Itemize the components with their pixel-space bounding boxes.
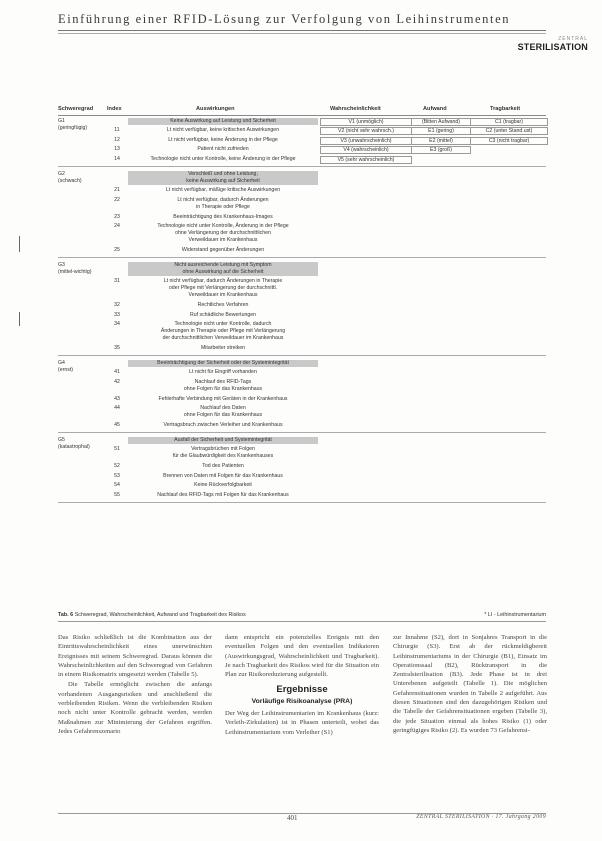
impact-index: 21 <box>114 187 120 194</box>
impact-description-line: Verweildauer im Krankenhaus <box>188 237 258 244</box>
severity-code: G5 <box>58 437 65 444</box>
impact-description <box>128 473 318 480</box>
group-separator <box>58 502 546 503</box>
margin-mark <box>19 312 20 326</box>
body-paragraph: Das Risiko schließlich ist die Kombination aus der Eintrittswahrscheinlichkeit eines unerwünschten Ereignisses mit seinem Schweregrad. Daraus können die Wahrscheinlichkeiten auf den Schweregrad von Gefahren in einem Risikomatrix umgesetzt werden (Tabelle 5). <box>58 634 212 679</box>
group-heading-line: keine Auswirkung auf Sicherheit <box>186 178 260 185</box>
effort-cell: (Bitten Aufwand) <box>411 118 471 126</box>
table-header-cell: Index <box>107 106 122 112</box>
group-separator <box>58 432 546 433</box>
table-caption <box>58 612 546 618</box>
impact-description-line: Verweildauer im Krankenhaus <box>188 292 258 299</box>
impact-description-line: Fehlerhafte Verbindung mit Geräten in der Krankenhaus <box>158 395 288 402</box>
impact-description <box>128 396 318 403</box>
impact-description-line: Rechtliches Verfahren <box>197 302 249 308</box>
running-header-title: Einführung einer RFID-Lösung zur Verfolgung von Leihinstrumenten <box>58 12 511 26</box>
effort-cell: E3 (groß) <box>411 146 471 154</box>
impact-description-line: der durchschnittlichen Verweildauer im Krankenhaus <box>162 335 284 342</box>
group-heading <box>128 437 318 444</box>
severity-code: G1 <box>58 118 65 124</box>
impact-index: 13 <box>114 146 120 153</box>
page-number: 401 <box>287 814 298 822</box>
impact-description <box>128 369 318 376</box>
impact-description-line: Änderungen in Therapie oder Pflege mit Verlängerung <box>160 328 286 335</box>
group-heading-line: Keine Auswirkung auf Leistung und Sicherheit <box>170 118 276 124</box>
table-caption-label: Tab. 6 <box>58 612 74 618</box>
impact-index: 12 <box>114 136 120 143</box>
impact-index: 55 <box>114 491 120 498</box>
impact-description-line: Tod des Patienten <box>202 463 244 469</box>
impact-description <box>128 321 318 342</box>
probability-cell: V2 (nicht sehr wahrsch.) <box>320 127 412 135</box>
impact-description-line: Keine Rückverfolgbarkeit <box>194 482 252 489</box>
impact-index: 25 <box>114 246 120 253</box>
impact-description-line: ohne Folgen für das Krankenhaus <box>183 386 263 392</box>
tolerability-cell: C1 (tragbar) <box>470 118 548 126</box>
journal-logo-main: STERILISATION <box>517 42 588 52</box>
table-header-cell: Wahrscheinlichkeit <box>330 106 381 112</box>
impact-description-line: für die Glaubwürdigkeit des Krankenhauses <box>172 453 274 460</box>
impact-description-line: Vertragsbruch zwischen Verleiher und Krankenhaus <box>163 421 283 428</box>
impact-index: 44 <box>114 405 120 412</box>
impact-description-line: Lt nicht verfügbar, keine Änderung in der Pflege <box>168 136 278 143</box>
impact-description <box>128 345 318 352</box>
impact-description-line: Technologie nicht unter Kontrolle, keine Änderung in der Pflege <box>150 155 296 162</box>
impact-description-line: Brennen von Daten mit Folgen für das Krankenhaus <box>163 472 283 479</box>
table-header-cell: Tragbarkeit <box>490 106 521 112</box>
impact-description-line: Lt nicht verfügbar, keine kritischen Auswirkungen <box>166 127 280 133</box>
tolerability-cell: C3 (nicht tragbar) <box>470 137 548 145</box>
caption-rule <box>58 621 546 622</box>
severity-name: (ernst) <box>58 367 73 374</box>
impact-description <box>128 187 318 194</box>
body-paragraph: Die Tabelle ermöglicht zwischen die anfangs vorhandenen Ausgangsrisiken und anschließend die verbleibenden Risiken. Wenn die verbleibenden Risiken noch nicht unter Kontrolle gebracht werden, werden Maßnahmen zur Minimierung der Gefahren ergriffen. Jedes Gefahrenszenario <box>58 681 212 735</box>
impact-description-line: Lt nicht verfügbar, mäßige kritische Auswirkungen <box>165 187 281 194</box>
impact-index: 31 <box>114 278 120 285</box>
impact-description-line: ohne Folgen für das Krankenhaus <box>183 412 263 419</box>
probability-cell: V1 (unmöglich) <box>320 118 412 126</box>
impact-description <box>128 379 318 393</box>
journal-logo <box>508 36 588 52</box>
impact-description-line: Lt nicht für Eingriff vorhanden <box>189 369 257 376</box>
group-heading-line: Ausfall der Sicherheit und Systemintegrität <box>174 437 272 444</box>
group-heading <box>128 118 318 125</box>
impact-index: 41 <box>114 369 120 376</box>
impact-description <box>128 302 318 309</box>
severity-name: (geringfügig) <box>58 125 88 131</box>
probability-cell: V5 (sehr wahrscheinlich) <box>320 156 412 164</box>
impact-index: 34 <box>114 321 120 328</box>
margin-mark <box>19 236 20 252</box>
impact-index: 42 <box>114 379 120 385</box>
impact-description <box>128 214 318 221</box>
journal-logo-top: ZENTRAL <box>558 36 588 42</box>
impact-index: 33 <box>114 311 120 318</box>
impact-index: 22 <box>114 197 120 203</box>
impact-description <box>128 146 318 153</box>
impact-description-line: Nachlauf des RFID-Tags <box>194 379 252 385</box>
severity-name: (mittel-wichtig) <box>58 269 92 276</box>
impact-description-line: Technologie nicht unter Kontrolle, dadurch <box>174 321 272 328</box>
impact-description-line: Patient nicht zufrieden <box>197 146 249 153</box>
body-paragraph: dann entspricht ein potenzielles Ereignis mit den eventuellen Folgen und den eventuellen Indikatoren (Auswirkungsgrad, Wahrscheinlichkeit und Tragbarkeit). Je nach Tragbarkeit des Risikos wird für die Situation ein Plan zur Risikoreduzierung aufgestellt. <box>225 634 379 679</box>
impact-index: 14 <box>114 155 120 162</box>
impact-index: 43 <box>114 395 120 402</box>
body-column-3 <box>393 633 547 735</box>
tolerability-cell: C2 (unter Stand.ust) <box>470 127 548 135</box>
group-separator <box>58 257 546 258</box>
impact-description-line: oder Pflege mit Verlängerung der durchschnittl. <box>168 285 278 292</box>
impact-description-line: Nachlauf des RFID-Tags mit Folgen für das Krankenhaus <box>157 491 289 498</box>
probability-cell: V4 (wahrscheinlich) <box>320 146 412 154</box>
table-header-rule <box>58 115 546 116</box>
impact-index: 23 <box>114 213 120 220</box>
journal-footer: ZENTRAL STERILISATION · 17. Jahrgang 2009 <box>416 814 546 820</box>
impact-description <box>128 137 318 144</box>
impact-index: 45 <box>114 421 120 428</box>
group-separator <box>58 355 546 356</box>
impact-description-line: in Therapie oder Pflege <box>196 204 250 210</box>
impact-description-line: Lt nicht verfügbar, dadurch Änderungen <box>177 197 269 203</box>
impact-description-line: Widerstand gegenüber Änderungen <box>181 246 265 253</box>
severity-code: G2 <box>58 171 65 178</box>
impact-description-line: Nachlauf des Daten <box>200 405 246 412</box>
body-column-2 <box>225 633 379 737</box>
impact-description <box>128 247 318 254</box>
severity-code: G3 <box>58 262 65 269</box>
table-caption-footnote: * LI - Leihinstrumentarium <box>484 612 546 618</box>
section-heading: Ergebnisse <box>276 684 328 696</box>
impact-description <box>128 446 318 460</box>
impact-description <box>128 223 318 244</box>
body-paragraph: zur Innahme (S2), dort in Sonjahres Transport in die Chirurgie (S3). Erst ab der rückmeldigbereit Leihinstrumentariums in der Chirurgie (B1), Einsatz im Operationssaal (B2), Rücktransport in die Zentralsterilisation (B3). Jede Phase ist in drei Unterebenen aufgeteilt (Tabelle 1). Die möglichen Gefahrensituationen wurden in Tabelle 2 aufgeführt. Aus diesen Situationen sind den dazugehörigen Risiken und die Tabelle der Gefahrensituationen ergeben (Tabelle 3), die jede Situation einmal als hohes Risiko (1) oder geringfügiges Risiko (2). Es wurden 73 Gefahrensi- <box>393 634 547 734</box>
impact-description <box>128 127 318 134</box>
header-rule <box>58 30 546 31</box>
group-heading-line: Nicht ausreichende Leistung mit Symptom <box>174 262 272 269</box>
impact-description-line: Technologie nicht unter Kontrolle, Änderung in der Pflege <box>157 223 289 230</box>
impact-description-line: Vertragsbrüchen mit Folgen <box>191 446 255 453</box>
impact-description <box>128 492 318 499</box>
table-caption-text: Schweregrad, Wahrscheinlichkeit, Aufwand und Tragbarkeit des Risikos <box>74 612 246 618</box>
impact-description <box>128 197 318 211</box>
impact-index: 53 <box>114 472 120 479</box>
body-column-1 <box>58 633 212 736</box>
table-header-cell: Auswirkungen <box>196 106 235 112</box>
impact-description-line: Ruf schädliche Bewertungen <box>189 311 257 318</box>
impact-description <box>128 156 318 163</box>
impact-index: 51 <box>114 446 120 453</box>
impact-index: 24 <box>114 223 120 230</box>
impact-index: 11 <box>114 127 120 133</box>
group-heading <box>128 262 318 276</box>
header-rule-secondary <box>58 33 546 34</box>
impact-description-line: Beeinträchtigung des Krankenhaus-Images <box>173 213 273 220</box>
group-heading-line: Beeinträchtigung der Sicherheit oder der Systemintegrität <box>157 360 289 367</box>
group-heading <box>128 360 318 367</box>
impact-index: 35 <box>114 344 120 351</box>
impact-description <box>128 278 318 299</box>
impact-description <box>128 312 318 319</box>
severity-code: G4 <box>58 360 65 367</box>
group-heading-line: Verschleiß und ohne Leistung, <box>188 171 258 178</box>
impact-description-line: Lt nicht verfügbar, dadurch Änderungen in Therapie <box>163 278 283 285</box>
table-header-cell: Schweregrad <box>58 106 94 112</box>
impact-description-line: ohne Verlängerung der durchschnittlichen <box>175 230 271 237</box>
impact-description <box>128 482 318 489</box>
impact-description <box>128 463 318 470</box>
severity-name: (katastrophal) <box>58 444 90 451</box>
impact-description <box>128 405 318 419</box>
impact-index: 54 <box>114 482 120 489</box>
impact-description <box>128 422 318 429</box>
impact-description-line: Mitarbeiter streiken <box>200 344 246 351</box>
impact-index: 32 <box>114 302 120 308</box>
subsection-heading: Vorläufige Risikoanalyse (PRA) <box>251 697 353 705</box>
table-header-cell: Aufwand <box>423 106 447 112</box>
effort-cell: E2 (mittel) <box>411 137 471 145</box>
group-heading-line: ohne Auswirkung auf die Sicherheit <box>182 269 264 276</box>
effort-cell: E1 (gering) <box>411 127 471 135</box>
group-heading <box>128 171 318 185</box>
group-separator <box>58 166 546 167</box>
impact-index: 52 <box>114 463 120 469</box>
severity-name: (schwach) <box>58 178 82 185</box>
probability-cell: V3 (unwahrscheinlich) <box>320 137 412 145</box>
body-paragraph: Der Weg der Leihinstrumentarien im Krankenhaus (kurz: Verleih-Zirkulation) ist in Phasen unterteilt, wobei das Leihinstrumentarium vom Verleiher (S1) <box>225 710 379 736</box>
